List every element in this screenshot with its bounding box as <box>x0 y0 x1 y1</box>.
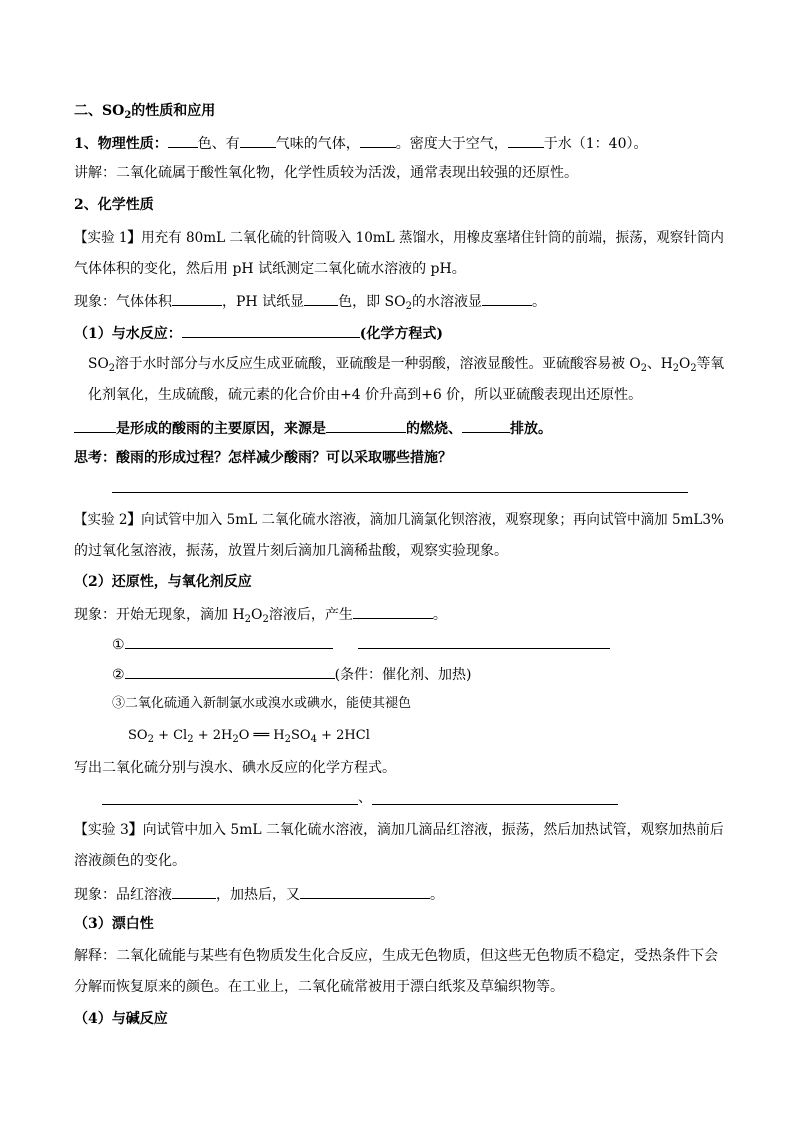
section-title: 二、$SO_2$的性质和应用 <box>74 103 216 121</box>
experiment-2-line-1: 【实验 2】向试管中加入 5mL 二氧化硫水溶液，滴加几滴氯化钡溶液，观察现象；再向试管中滴加 5mL3% <box>74 512 724 528</box>
experiment-3-line-1: 【实验 3】向试管中加入 5mL 二氧化硫水溶液，滴加几滴品红溶液，振荡，然后加热试管，观察加热前后 <box>74 822 724 838</box>
chlorine-equation: $SO_2 + Cl_2 + 2H_2O$ ══ $H_2SO_4 + 2HCl$ <box>128 728 370 745</box>
experiment-1-line-2: 气体体积的变化，然后用 pH 试纸测定二氧化硫水溶液的 pH。 <box>74 261 466 277</box>
acid-rain-line: 是形成的酸雨的主要原因，来源是 的燃烧、 排放。 <box>74 417 552 439</box>
experiment-1-line-1: 【实验 1】用充有 80mL 二氧化硫的针筒吸入 10mL 蒸馏水，用橡皮塞堵住针筒的前端，振荡，观察针筒内 <box>74 230 724 246</box>
think-question: 思考：酸雨的形成过程？怎样减少酸雨？可以采取哪些措施？ <box>74 450 452 466</box>
explanation-1: 讲解：二氧化硫属于酸性氧化物，化学性质较为活泼，通常表现出较强的还原性。 <box>74 165 578 181</box>
explanation-3-line-2: 分解而恢复原来的颜色。在工业上，二氧化硫常被用于漂白纸浆及草编织物等。 <box>74 979 564 995</box>
odor-blank[interactable] <box>240 132 276 148</box>
subsection-reducibility: （2）还原性，与氧化剂反应 <box>74 574 252 590</box>
fuchsin-change-blank[interactable] <box>172 883 216 899</box>
color-blank[interactable] <box>168 132 198 148</box>
experiment-2-line-2: 的过氧化氢溶液，振荡，放置片刻后滴加几滴稀盐酸，观察实验现象。 <box>74 543 508 559</box>
acid-rain-cause-blank[interactable] <box>74 417 116 433</box>
comma-separator: 、 <box>358 790 372 806</box>
bromine-equation-blank[interactable] <box>102 804 358 805</box>
subsection-base-reaction: （4）与碱反应 <box>74 1011 168 1027</box>
description-1-line-2: 化剂氧化，生成硫酸，硫元素的化合价由+4 价升高到+6 价，所以亚硫酸表现出还原性。 <box>88 387 643 403</box>
ph-color-blank[interactable] <box>304 290 338 306</box>
fuel-source-blank[interactable] <box>326 417 406 433</box>
answer-line-think[interactable] <box>112 492 688 493</box>
explanation-3-line-1: 解释：二氧化硫能与某些有色物质发生化合反应，生成无色物质，但这些无色物质不稳定，受热条件下会 <box>74 948 718 964</box>
item-2: ② (条件：催化剂、加热) <box>112 663 472 685</box>
description-1-line-1: $SO_2$溶于水时部分与水反应生成亚硫酸，亚硫酸是一种弱酸，溶液显酸性。亚硫酸容易被 $O_2$、$H_2O_2$等氧 <box>88 356 725 374</box>
solubility-blank[interactable] <box>508 132 544 148</box>
heating-change-blank[interactable] <box>300 883 430 899</box>
item-1-blank-a[interactable] <box>125 633 333 649</box>
observation-3: 现象：品红溶液 ，加热后，又 。 <box>74 883 444 905</box>
item-2-blank[interactable] <box>125 663 335 679</box>
water-equation-blank[interactable] <box>182 322 360 338</box>
acidity-blank[interactable] <box>482 290 532 306</box>
write-equations-prompt: 写出二氧化硫分别与溴水、碘水反应的化学方程式。 <box>74 760 396 776</box>
item-1-blank-b[interactable] <box>358 648 610 649</box>
physical-properties-line: 1、物理性质： 色、有 气味的气体， 。密度大于空气， 于水（1：40）。 <box>74 132 647 154</box>
volume-blank[interactable] <box>172 290 222 306</box>
product-blank[interactable] <box>353 603 433 619</box>
subsection-water-reaction: （1）与水反应： (化学方程式) <box>74 322 443 344</box>
emission-source-blank[interactable] <box>462 417 510 433</box>
observation-1: 现象：气体体积 ，PH 试纸显 色，即 $SO_2$的水溶液显 。 <box>74 290 546 312</box>
item-1: ① <box>112 633 333 655</box>
item-3: ③二氧化硫通入新制氯水或溴水或碘水，能使其褪色 <box>112 696 412 711</box>
toxicity-blank[interactable] <box>360 132 396 148</box>
observation-2: 现象：开始无现象，滴加 $H_2O_2$溶液后，产生 。 <box>74 603 447 625</box>
experiment-3-line-2: 溶液颜色的变化。 <box>74 853 186 869</box>
iodine-equation-blank[interactable] <box>372 804 618 805</box>
chemical-properties-title: 2、化学性质 <box>74 197 154 213</box>
subsection-bleaching: （3）漂白性 <box>74 916 154 932</box>
